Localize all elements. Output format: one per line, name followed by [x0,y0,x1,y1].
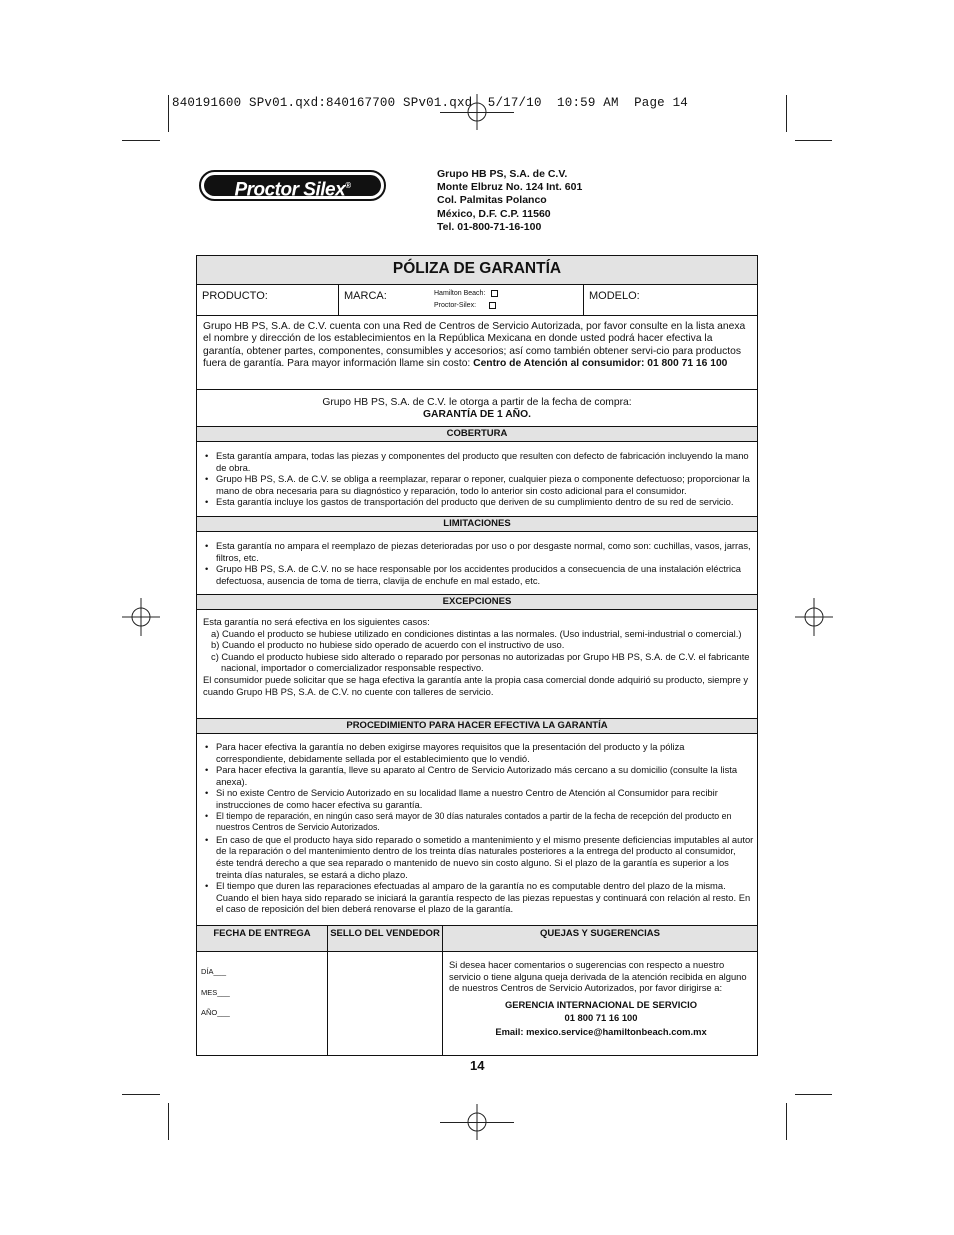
mes-field[interactable]: MES___ [201,987,230,997]
procedimiento-heading: PROCEDIMIENTO PARA HACER EFECTIVA LA GARANTÍA [346,720,608,731]
page-number: 14 [470,1058,485,1073]
ano-field[interactable]: AÑO___ [201,1008,230,1017]
list-item: b) Cuando el producto no hubiese sido operado de acuerdo con el instructivo de uso. [211,639,565,651]
list-item: • Grupo HB PS, S.A. de C.V. se obliga a reemplazar, reparar o reponer, cualquier pieza o componente defectuoso; proporcionar la mano de obra necesaria para su diagnóstico y reparación, todo lo anterior sin costo adicional para el consumidor. [203,473,754,496]
hamilton-beach-checkbox[interactable] [491,290,498,297]
limitaciones-list [197,540,757,586]
proctor-silex-logo: Proctor Silex® [199,170,386,201]
fecha-entrega-header: FECHA DE ENTREGA [213,928,311,939]
service-email: Email: mexico.service@hamiltonbeach.com.mx [495,1025,707,1037]
list-item: • El tiempo de reparación, en ningún caso será mayor de 30 días naturales contados a partir de la fecha de recepción del producto en nuestros Centros de Servicio Autorizados. [203,811,754,834]
modelo-label: MODELO: [589,290,640,302]
sello-vendedor-header: SELLO DEL VENDEDOR [330,928,440,939]
registration-mark-bottom [459,1104,495,1140]
proctor-silex-checkbox[interactable] [489,302,496,309]
marca-label: MARCA: [344,290,387,302]
limitaciones-heading: LIMITACIONES [443,518,511,529]
file-slug: 840191600 SPv01.qxd:840167700 SPv01.qxd 5/17/10 10:59 AM Page 14 [172,96,688,110]
marca-options: Hamilton Beach: Proctor-Silex: [434,288,498,312]
date-fields [201,962,230,1024]
bottom-table-header [197,926,757,951]
quejas-block: Si desea hacer comentarios o sugerencias con respecto a nuestro servicio o tiene alguna queja derivada de la atención recibida en alguno de nuestros Centros de Servicio Autorizados, por favor dirigirse a: GERENCIA INTERNACIONAL DE SERVICIO 01 800 71 16 100 Email: mexico.service@hamiltonbeach.com.mx [449,959,753,1038]
product-row [197,285,757,315]
list-item: • Si no existe Centro de Servicio Autorizado en su localidad llame a nuestro Centro de Atención al Consumidor para recibir instrucciones de como hacer efectiva su garantía. [203,787,754,810]
list-item: • Para hacer efectiva la garantía, lleve su aparato al Centro de Servicio Autorizado más cercano a su domicilio (consulte la lista anexa). [203,764,754,787]
company-address: Grupo HB PS, S.A. de C.V. Monte Elbruz No. 124 Int. 601 Col. Palmitas Polanco México, D.F. C.P. 11560 Tel. 01-800-71-16-100 [437,168,583,233]
excepciones-block: Esta garantía no será efectiva en los siguientes casos: a) Cuando el producto se hubiese utilizado en condiciones distintas a las normales. (Uso industrial, semi-industrial o comercial.) b) Cuando el producto no hubiese sido operado de acuerdo con el instructivo de uso. c) Cuando el producto hubiese sido alterado o reparado por personas no autorizadas por Grupo HB PS, S.A. de C.V. el fabricante nacional, importador o comercializador responsable respectivo. El consumidor puede solicitar que se haga efectiva la garantía ante la propia casa comercial donde adquirió su producto, siempre y cuando Grupo HB PS, S.A. de C.V. no cuente con talleres de servicio. [197,616,757,697]
dia-field[interactable]: DÍA___ [201,967,227,976]
form-title: PÓLIZA DE GARANTÍA [392,260,562,277]
list-item: • El tiempo que duren las reparaciones efectuadas al amparo de la garantía no es computable dentro del plazo de la misma. Cuando el bien haya sido reparado se iniciará la garantía respecto de las piezas repuestas y continuará con relación al resto. En el caso de reposición del bien deberá renovarse el plazo de la garantía. [203,880,754,915]
list-item: • Para hacer efectiva la garantía no deben exigirse mayores requisitos que la presentación del producto y la póliza correspondiente, debidamente sellada por el establecimiento que lo vendió. [203,741,754,764]
cobertura-heading: COBERTURA [446,428,508,439]
warranty-form [196,255,758,1056]
cobertura-list [197,450,757,508]
intro-paragraph: Grupo HB PS, S.A. de C.V. cuenta con una Red de Centros de Servicio Autorizada, por favor consulte en la lista anexa el nombre y dirección de los establecimientos en la República Mexicana en donde usted podrá hacer efectiva la garantía, obtener partes, componentes, consumibles y accesorios; así como también obtener servi-cio para productos fuera de garantía. Para mayor información llame sin costo: Centro de Atención al consumidor: 01 800 71 16 100 [203,321,746,369]
registration-mark-top [459,94,495,130]
grant-section: Grupo HB PS, S.A. de C.V. le otorga a partir de la fecha de compra: GARANTÍA DE 1 AÑO. [322,397,632,421]
list-item: • Grupo HB PS, S.A. de C.V. no se hace responsable por los accidentes producidos a consecuencia de una instalación eléctrica defectuosa, ausencia de toma de tierra, clavija de enchufe en mal estado, etc. [203,563,754,586]
sello-vendedor-area [328,952,442,1056]
list-item: c) Cuando el producto hubiese sido alterado o reparado por personas no autorizadas por Grupo HB PS, S.A. de C.V. el fabricante nacional, importador o comercializador responsable respectivo. [211,650,750,674]
procedimiento-list [197,741,757,915]
registration-mark-left [122,598,160,636]
list-item: • En caso de que el producto haya sido reparado o sometido a mantenimiento y el mismo presente deficiencias imputables al autor de la reparación o del mantenimiento dentro de los treinta días naturales posteriores a la entrega del producto al consumidor, éste tendrá derecho a que sea reparado o mantenido de nuevo sin costo alguno. Si el plazo de la garantía es superior a los treinta días naturales, se estará a dicho plazo. [203,834,754,880]
limitaciones-heading-bar [197,517,757,531]
registration-mark-right [795,598,833,636]
cobertura-heading-bar [197,427,757,441]
producto-label: PRODUCTO: [202,290,268,302]
procedimiento-heading-bar [197,719,757,733]
quejas-sugerencias-header: QUEJAS Y SUGERENCIAS [539,928,661,939]
list-item: a) Cuando el producto se hubiese utilizado en condiciones distintas a las normales. (Uso industrial, semi-industrial o comercial.) [211,627,742,639]
list-item: • Esta garantía ampara, todas las piezas y componentes del producto que resulten con defecto de fabricación incluyendo la mano de obra. [203,450,754,473]
excepciones-heading: EXCEPCIONES [442,596,512,607]
list-item: • Esta garantía no ampara el reemplazo de piezas deterioradas por uso o por desgaste normal, como son: cuchillas, vasos, jarras, filtros, etc. [203,540,754,563]
excepciones-heading-bar [197,595,757,609]
form-title-bar [197,256,757,284]
list-item: • Esta garantía incluye los gastos de transportación del producto que deriven de su cumplimiento dentro de su red de servicio. [203,496,754,508]
